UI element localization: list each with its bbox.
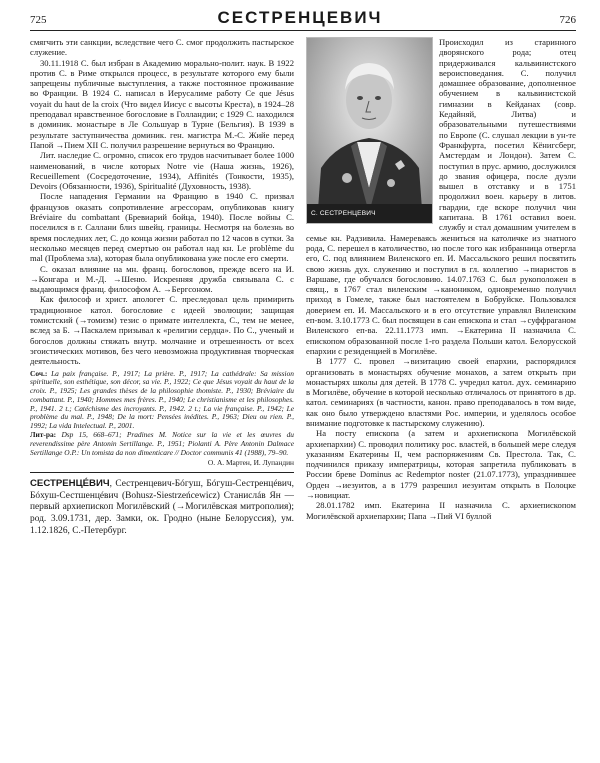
portrait-image <box>307 38 432 223</box>
bibliography <box>30 370 294 458</box>
paragraph: С. оказал влияние на мн. франц. богословов, прежде всего на И. →Конгара и М.-Д. →Шеню. Искренняя дружба связывала С. с выдающимся франц. философом А. →Бергсоном. <box>30 263 294 295</box>
running-header <box>0 6 600 32</box>
portrait-caption: С. СЕСТРЕНЦЕВИЧ <box>311 210 376 217</box>
left-column <box>30 37 294 757</box>
paragraph: Лит. наследие С. огромно, список его трудов насчитывает более 1000 наименований, в числе которых Notre vie (Наша жизнь, 1926), Recueillement (Сосредоточение, 1934), Affinités (Тонкости, 1935), Devoirs (Обязанности, 1936), Spiritualité (Духовность, 1938). <box>30 150 294 192</box>
paragraph: Происходил из старинного дворянского рода; отец придерживался кальвинистского вероисповедания. С. получил домашнее образование, дополненное обучением в кальвинистской гимназии в Кейданах (совр. Кедайняй, Литва) и образовательными путешествиями по Европе (С. слушал лекции в ун-те Франкфурта, посетил Кёнигсберг, Амстердам и Лондон). Затем С. поступил в прус. армию, дослужился до звания офицера, после дуэли вышел в отставку и в 1751 продолжил воен. карьеру в литов. гвардии, где вскоре получил чин капитана. В 1761 оставил воен. службу и стал домашним учителем в семье кн. Радзивила. Намереваясь жениться на католичке из знатного рода, С. перешел в католичество, но после того как избранница отвергла его, С. под влиянием Виленского еп. И. Массальского решил посвятить свою жизнь дух. служению и поступил в гл. коллегию →пиаристов в Варшаве, где обучался богословию. 14.07.1763 С. был рукоположен в свящ., в 1767 стал виленским →каноником, одновременно получил приход в Гомеле, также был настоятелем в Бобруйске. Пользовался доверием еп. И. Массальского и в его отсутствие управлял Виленским еп-вом. 3.10.1773 С. был посвящен в сан епископа и стал →суффраганом Виленского еп-ва. 22.11.1773 имп. →Екатерина II назначила С. епископом образованной после 1-го раздела Польши катол. Белорусской епархии с резиденцией в Могилёве. <box>306 37 576 356</box>
right-page-number: 726 <box>559 14 576 26</box>
paragraph: смягчить эти санкции, вследствие чего С. смог продолжить пастырское служение. <box>30 37 294 58</box>
paragraph: 30.11.1918 С. был избран в Академию морально-полит. наук. В 1922 против С. в Риме открылся процесс, в результате которого ему были запрещены публичные выступления, а также постоянное проживание во Франции. В 1924 С. написал в Иерусалиме работу Ce que Jésus voyait du haut de la croix (Что видел Иисус с высоты Креста), в 1924–28 преподавал нравственное богословие в Голландии; с 1929 С. находился в доминик. монастыре в Ле Сольшуар в Турне (Бельгия). В 1939 в результате заступничества доминик. ген. магистра М.-С. Жийе перед Папой →Пием XII С. получил разрешение вернуться во Францию. <box>30 57 294 150</box>
article-separator <box>30 472 294 473</box>
portrait-figure <box>306 37 433 224</box>
paragraph: В 1777 С. провел →визитацию своей епархии, распорядился организовать в монастырях обучение монахов, а затем открыть при монастырях школы для детей. В 1778 С. учредил катол. дух. семинарию в Могилёве, обучение в которой несколько отличалось от принятого в др. катол. семинариях (в частности, канон. право преподавалось в том виде, как оно было утверждено властями Рос. империи, и уделялось особое внимание подготовке к пастырскому служению). <box>306 356 576 428</box>
literature-list: Dsp 15, 668–671; Pradines M. Notice sur la vie et les œuvres du reverendissime père Antonin Sertillange. P., 1951; Piolanti A. Père Antonin Dalmace Sertillange O.P.: Un tomista da non dimenticare // Doctor communis 41 (1988), 79–90. <box>30 430 294 457</box>
paragraph: Как философ и христ. апологет С. преследовал цель примирить традиционное катол. богословие с идеей эволюции; защищая томистский (→томизм) тезис о примате интеллекта, С., тем не менее, вслед за Б. →Паскалем призывал к «религии сердца». По С., ученый и богослов должны стяжать внутр. молчание и отрешенность от всех эгоистических мотивов, без чего невозможна продуктивная творческая деятельность. <box>30 294 294 367</box>
paragraph: 28.01.1782 имп. Екатерина II назначила С. архиепископом Могилёвской архиепархии; Папа →Пий VI буллой <box>306 500 576 521</box>
header-rule <box>30 30 576 31</box>
entry-headword: СЕСТРЕНЦЕ́ВИЧ <box>30 477 110 489</box>
entry-definition: , Сестренцевич-Бóгуш, Бóгуш-Сестренцéвич, Бóхуш-Сестшенцéвич (Bohusz-Siestrzeńcewicz) Станислáв Ян — первый архиепископ Могилёвский (→Могилёвская митрополия); род. 3.09.1731, дер. Замки, ок. Гродно (ныне Белоруссия), ум. 1.12.1826, С.-Петербург. <box>30 478 294 536</box>
running-title: СЕСТРЕНЦЕВИЧ <box>217 8 383 27</box>
paragraph: После нападения Германии на Францию в 1940 С. призвал французов оказать сопротивление агрессорам, опубликовав книгу Bréviaire du combattant (Бревиарий бойца, 1940). После войны С. поселился в г. Саллани близ швейц. границы. Несмотря на болезнь во время последних лет, С. до конца жизни работал по 12 часов в сутки. За несколько месяцев перед смертью он работал над кн. Le problème du mal (Проблема зла), которая была опубликована уже после его смерти. <box>30 191 294 264</box>
works-list: La paix française. P., 1917; La prière. P., 1917; La cathédrale: Sa mission spirituelle, son esthétique, son décor, sa vie. P., 1922; Ce que Jésus voyait du haut de la croix. P., 1925; Les grandes thèses de la philosophie thomiste. P., 1930; Bréviaire du combattant. P., 1940; Hommes mes frères. P., 1940; Le christianisme et les philosophes. P., 1941. 2 t.; Catéchisme des incroyants. P., 1942. 2 t.; La vie française. P., 1942; Le problème du mal. P., 1948; De la mort: Pensées inédites. P., 1963; Dieu ou rien. P., 1992; La vida Intelectual. P., 2001. <box>30 368 294 431</box>
right-column <box>306 37 576 757</box>
works-label: Соч.: <box>30 368 48 378</box>
entry-lead <box>30 478 294 538</box>
paragraph: На посту епископа (а затем и архиепископа Могилёвской архиепархии) С. проводил политику рос. властей, в большей мере следуя указаниям Екатерины II, чем распоряжениям Св. Престола. Так, С. подчинился приказу императрицы, которая запретила публиковать в России бреве Dominus ac Redemptor noster (21.07.1773), упразднившее Орден →иезуитов, а в 1779 разрешил иезуитам открыть в Полоцке →новициат. <box>306 428 576 501</box>
literature-label: Лит-ра: <box>30 430 57 440</box>
article-authors: О. А. Мартен, И. Лупандин <box>207 458 294 468</box>
left-page-number: 725 <box>30 14 47 26</box>
